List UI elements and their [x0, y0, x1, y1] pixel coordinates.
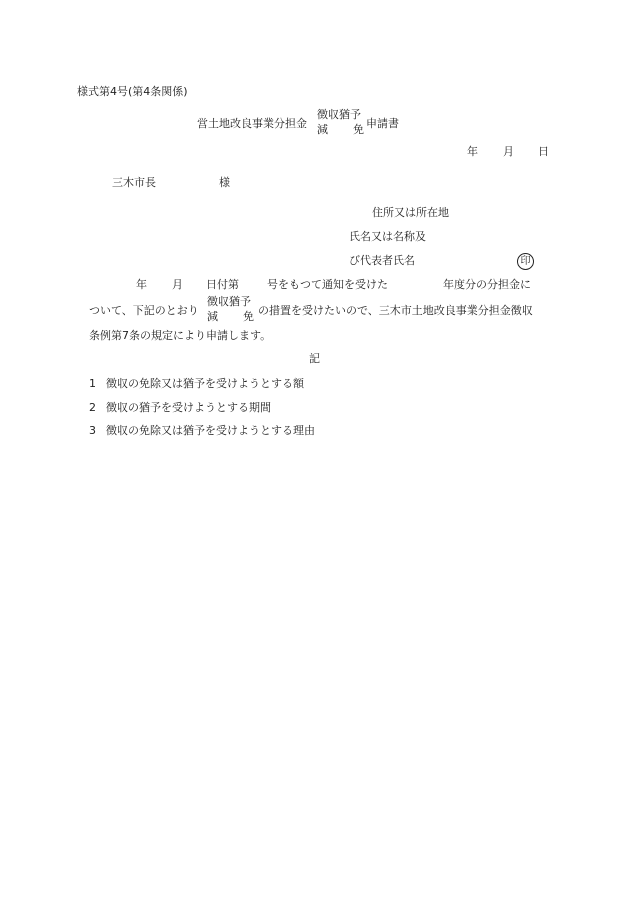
- body-stack-bottom-left: 減: [207, 310, 218, 323]
- title-stack-bottom-left: 減: [317, 123, 328, 136]
- body-year: 年: [136, 278, 147, 291]
- body-line3: 条例第7条の規定により申請します。: [89, 329, 272, 342]
- date-month: 月: [503, 145, 514, 158]
- ki-heading: 記: [309, 352, 320, 365]
- form-number: 様式第4号(第4条関係): [77, 85, 188, 98]
- item-text: 徴収の免除又は猶予を受けようとする額: [106, 377, 304, 390]
- body-line2-end: の措置を受けたいので、三木市土地改良事業分担金徴収: [258, 304, 533, 317]
- addressee-honorific: 様: [219, 176, 230, 189]
- body-day-number: 日付第: [206, 278, 239, 291]
- name-label-line2: び代表者氏名: [349, 254, 415, 267]
- body-notice-text: 号をもつて通知を受けた: [267, 278, 388, 291]
- item-number: 3: [89, 424, 96, 437]
- item-text: 徴収の猶予を受けようとする期間: [106, 401, 271, 414]
- title-stack-top: 徴収猶予: [317, 108, 361, 121]
- item-text: 徴収の免除又は猶予を受けようとする理由: [106, 424, 315, 437]
- body-line2-start: ついて、下記のとおり: [89, 304, 199, 317]
- body-stack-top: 徴収猶予: [207, 295, 251, 308]
- title-stack-bottom-right: 免: [353, 123, 364, 136]
- title-suffix: 申請書: [366, 117, 399, 130]
- seal-mark: 印: [517, 253, 534, 270]
- item-number: 2: [89, 401, 96, 414]
- title-exemption-stack: [317, 109, 365, 137]
- date-year: 年: [467, 145, 478, 158]
- name-label-line1: 氏名又は名称及: [349, 230, 426, 243]
- body-exemption-stack: [207, 296, 255, 324]
- address-label: 住所又は所在地: [372, 206, 449, 219]
- addressee-name: 三木市長: [112, 176, 156, 189]
- title-prefix: 営土地改良事業分担金: [197, 117, 307, 130]
- date-day: 日: [538, 145, 549, 158]
- body-fiscal-year: 年度分の分担金に: [443, 278, 531, 291]
- body-month: 月: [172, 278, 183, 291]
- item-number: 1: [89, 377, 96, 390]
- body-stack-bottom-right: 免: [243, 310, 254, 323]
